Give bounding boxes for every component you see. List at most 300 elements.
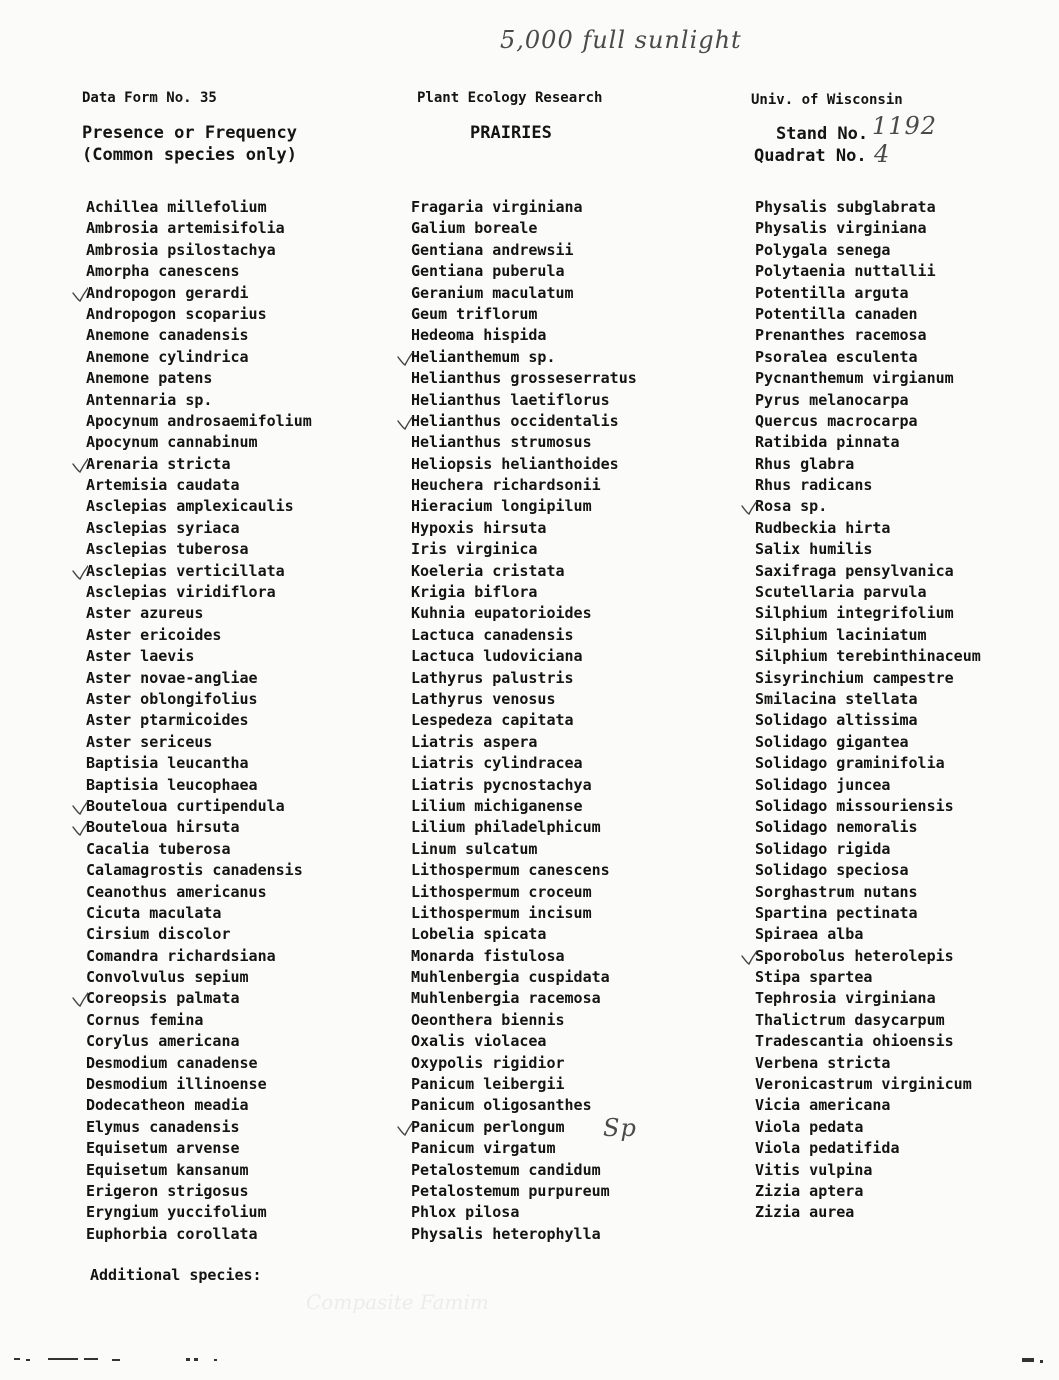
species-name: Geum triflorum	[411, 304, 538, 323]
species-item-quercus-macrocarpa	[755, 411, 981, 432]
species-item-rosa-sp	[755, 496, 981, 517]
species-name: Galium boreale	[411, 219, 538, 238]
species-item-polytaenia-nuttallii	[755, 261, 981, 282]
species-item-viola-pedatifida	[755, 1138, 981, 1159]
species-item-solidago-juncea	[755, 775, 981, 796]
checkmark-icon	[72, 561, 88, 582]
species-item-vitis-vulpina	[755, 1160, 981, 1181]
species-column-1	[86, 197, 312, 1245]
species-name: Silphium integrifolium	[755, 604, 954, 623]
species-item-muhlenbergia-racemosa	[411, 988, 637, 1009]
species-item-saxifraga-pensylvanica	[755, 561, 981, 582]
species-name: Ambrosia artemisifolia	[86, 219, 285, 238]
species-item-asclepias-tuberosa	[86, 539, 312, 560]
checkmark-icon	[72, 454, 88, 475]
species-name: Psoralea esculenta	[755, 347, 918, 366]
species-item-amorpha-canescens	[86, 261, 312, 282]
species-item-lathyrus-venosus	[411, 689, 637, 710]
species-name: Corylus americana	[86, 1032, 240, 1051]
species-item-sisyrinchium-campestre	[755, 668, 981, 689]
species-item-solidago-graminifolia	[755, 753, 981, 774]
species-name: Andropogon scoparius	[86, 304, 267, 323]
species-name: Potentilla arguta	[755, 283, 909, 302]
species-name: Baptisia leucantha	[86, 754, 249, 773]
species-name: Petalostemum purpureum	[411, 1181, 610, 1200]
species-name: Lilium michiganense	[411, 796, 583, 815]
species-name: Kuhnia eupatorioides	[411, 604, 592, 623]
species-item-lactuca-ludoviciana	[411, 646, 637, 667]
species-name: Linum sulcatum	[411, 839, 538, 858]
species-name: Cornus femina	[86, 1010, 204, 1029]
species-name: Tephrosia virginiana	[755, 989, 936, 1008]
species-name: Silphium terebinthinaceum	[755, 647, 981, 666]
species-item-helianthus-strumosus	[411, 432, 637, 453]
faint-handwritten-note: Compasite Famim	[306, 1290, 489, 1314]
species-item-potentilla-arguta	[755, 283, 981, 304]
research-label: Plant Ecology Research	[417, 90, 603, 106]
species-name: Ratibida pinnata	[755, 433, 900, 452]
species-name: Anemone cylindrica	[86, 347, 249, 366]
species-item-calamagrostis-canadensis	[86, 860, 312, 881]
species-item-asclepias-verticillata	[86, 561, 312, 582]
stand-label: Stand No.	[776, 124, 869, 144]
species-name: Panicum oligosanthes	[411, 1096, 592, 1115]
species-name: Oeonthera biennis	[411, 1010, 565, 1029]
species-item-corylus-americana	[86, 1031, 312, 1052]
species-name: Oxypolis rigidior	[411, 1053, 565, 1072]
species-name: Panicum virgatum	[411, 1139, 556, 1158]
species-item-rudbeckia-hirta	[755, 518, 981, 539]
species-item-sporobolus-heterolepis	[755, 946, 981, 967]
species-item-lathyrus-palustris	[411, 668, 637, 689]
checkmark-icon	[397, 411, 413, 432]
species-name: Helianthus grosseserratus	[411, 369, 637, 388]
species-name: Geranium maculatum	[411, 283, 574, 302]
species-item-bouteloua-hirsuta	[86, 817, 312, 838]
checkmark-icon	[741, 946, 757, 967]
species-item-spiraea-alba	[755, 924, 981, 945]
species-name: Muhlenbergia racemosa	[411, 989, 601, 1008]
species-name: Eryngium yuccifolium	[86, 1203, 267, 1222]
species-name: Viola pedata	[755, 1117, 864, 1136]
species-name: Lathyrus venosus	[411, 689, 556, 708]
species-item-solidago-gigantea	[755, 732, 981, 753]
species-name: Aster novae-angliae	[86, 668, 258, 687]
species-name: Vitis vulpina	[755, 1160, 873, 1179]
species-name: Saxifraga pensylvanica	[755, 561, 954, 580]
species-item-liatris-pycnostachya	[411, 775, 637, 796]
species-item-galium-boreale	[411, 218, 637, 239]
species-name: Quercus macrocarpa	[755, 411, 918, 430]
species-item-monarda-fistulosa	[411, 946, 637, 967]
species-item-apocynum-cannabinum	[86, 432, 312, 453]
species-item-potentilla-canaden	[755, 304, 981, 325]
species-name: Equisetum arvense	[86, 1139, 240, 1158]
species-item-smilacina-stellata	[755, 689, 981, 710]
species-item-asclepias-syriaca	[86, 518, 312, 539]
species-name: Desmodium canadense	[86, 1053, 258, 1072]
handwritten-quadrat-number: 4	[874, 140, 891, 168]
species-item-convolvulus-sepium	[86, 967, 312, 988]
species-item-aster-ptarmicoides	[86, 710, 312, 731]
species-item-pycnanthemum-virgianum	[755, 368, 981, 389]
species-item-andropogon-scoparius	[86, 304, 312, 325]
species-item-heuchera-richardsonii	[411, 475, 637, 496]
species-name: Rhus radicans	[755, 476, 873, 495]
species-name: Physalis subglabrata	[755, 198, 936, 216]
species-name: Apocynum cannabinum	[86, 433, 258, 452]
species-name: Asclepias syriaca	[86, 518, 240, 537]
species-item-coreopsis-palmata	[86, 988, 312, 1009]
species-item-verbena-stricta	[755, 1053, 981, 1074]
species-item-hypoxis-hirsuta	[411, 518, 637, 539]
species-name: Gentiana puberula	[411, 262, 565, 281]
species-item-oxypolis-rigidior	[411, 1053, 637, 1074]
species-name: Amorpha canescens	[86, 262, 240, 281]
species-item-stipa-spartea	[755, 967, 981, 988]
species-name: Pyrus melanocarpa	[755, 390, 909, 409]
species-item-lespedeza-capitata	[411, 710, 637, 731]
species-item-helianthus-laetiflorus	[411, 390, 637, 411]
species-name: Asclepias viridiflora	[86, 583, 276, 602]
checkmark-icon	[72, 817, 88, 838]
species-item-aster-oblongifolius	[86, 689, 312, 710]
species-name: Helianthus strumosus	[411, 433, 592, 452]
species-name: Pycnanthemum virgianum	[755, 369, 954, 388]
species-item-rhus-glabra	[755, 454, 981, 475]
species-name: Rhus glabra	[755, 454, 855, 473]
species-name: Arenaria stricta	[86, 454, 231, 473]
species-name: Petalostemum candidum	[411, 1160, 601, 1179]
species-item-geranium-maculatum	[411, 283, 637, 304]
species-name: Physalis heterophylla	[411, 1224, 601, 1243]
species-item-anemone-cylindrica	[86, 347, 312, 368]
species-name: Liatris cylindracea	[411, 754, 583, 773]
species-item-anemone-canadensis	[86, 325, 312, 346]
species-item-hieracium-longipilum	[411, 496, 637, 517]
quadrat-label: Quadrat No.	[754, 146, 867, 166]
page-title: PRAIRIES	[470, 123, 552, 143]
species-name: Baptisia leucophaea	[86, 775, 258, 794]
species-name: Zizia aptera	[755, 1181, 864, 1200]
species-item-asclepias-amplexicaulis	[86, 496, 312, 517]
species-name: Lithospermum canescens	[411, 861, 610, 880]
species-item-physalis-heterophylla	[411, 1224, 637, 1245]
species-name: Solidago graminifolia	[755, 754, 945, 773]
species-name: Solidago speciosa	[755, 861, 909, 880]
species-name: Veronicastrum virginicum	[755, 1075, 972, 1094]
species-name: Cacalia tuberosa	[86, 839, 231, 858]
species-item-bouteloua-curtipendula	[86, 796, 312, 817]
species-item-aster-laevis	[86, 646, 312, 667]
species-item-lilium-michiganense	[411, 796, 637, 817]
species-column-3	[755, 197, 981, 1224]
species-item-cirsium-discolor	[86, 924, 312, 945]
species-name: Iris virginica	[411, 540, 538, 559]
species-name: Polytaenia nuttallii	[755, 262, 936, 281]
species-item-equisetum-kansanum	[86, 1160, 312, 1181]
species-item-tephrosia-virginiana	[755, 988, 981, 1009]
species-name: Lobelia spicata	[411, 925, 547, 944]
species-item-erigeron-strigosus	[86, 1181, 312, 1202]
species-item-dodecatheon-meadia	[86, 1095, 312, 1116]
checkmark-icon	[741, 496, 757, 517]
species-name: Potentilla canaden	[755, 304, 918, 323]
species-item-ambrosia-artemisifolia	[86, 218, 312, 239]
species-item-solidago-speciosa	[755, 860, 981, 881]
species-name: Liatris pycnostachya	[411, 775, 592, 794]
species-item-arenaria-stricta	[86, 454, 312, 475]
species-name: Desmodium illinoense	[86, 1075, 267, 1094]
species-name: Spiraea alba	[755, 925, 864, 944]
species-name: Lithospermum incisum	[411, 903, 592, 922]
species-item-aster-novae-angliae	[86, 668, 312, 689]
species-name: Rosa sp.	[755, 497, 828, 516]
species-name: Solidago nemoralis	[755, 818, 918, 837]
species-name: Sporobolus heterolepis	[755, 946, 954, 965]
species-item-helianthus-grosseserratus	[411, 368, 637, 389]
species-item-petalostemum-purpureum	[411, 1181, 637, 1202]
species-name: Lilium philadelphicum	[411, 818, 601, 837]
species-name: Lespedeza capitata	[411, 711, 574, 730]
species-column-2	[411, 197, 637, 1245]
species-name: Lactuca ludoviciana	[411, 647, 583, 666]
species-name: Viola pedatifida	[755, 1139, 900, 1158]
species-item-helianthemum-sp	[411, 347, 637, 368]
species-item-lilium-philadelphicum	[411, 817, 637, 838]
species-name: Erigeron strigosus	[86, 1181, 249, 1200]
species-item-phlox-pilosa	[411, 1202, 637, 1223]
species-item-rhus-radicans	[755, 475, 981, 496]
species-name: Verbena stricta	[755, 1053, 891, 1072]
species-name: Elymus canadensis	[86, 1117, 240, 1136]
species-item-prenanthes-racemosa	[755, 325, 981, 346]
species-name: Aster laevis	[86, 647, 195, 666]
species-name: Helianthus occidentalis	[411, 411, 619, 430]
species-name: Cicuta maculata	[86, 903, 222, 922]
species-name: Hypoxis hirsuta	[411, 518, 547, 537]
species-name: Andropogon gerardi	[86, 283, 249, 302]
species-name: Fragaria virginiana	[411, 198, 583, 216]
species-item-aster-azureus	[86, 603, 312, 624]
species-name: Phlox pilosa	[411, 1203, 520, 1222]
checkmark-icon	[72, 796, 88, 817]
species-item-liatris-cylindracea	[411, 753, 637, 774]
species-name: Krigia biflora	[411, 583, 538, 602]
species-item-krigia-biflora	[411, 582, 637, 603]
species-name: Bouteloua curtipendula	[86, 796, 285, 815]
species-name: Polygala senega	[755, 240, 891, 259]
species-item-muhlenbergia-cuspidata	[411, 967, 637, 988]
checkmark-icon	[72, 988, 88, 1009]
species-item-lobelia-spicata	[411, 924, 637, 945]
species-name: Equisetum kansanum	[86, 1160, 249, 1179]
species-item-oeonthera-biennis	[411, 1010, 637, 1031]
species-item-anemone-patens	[86, 368, 312, 389]
species-item-gentiana-andrewsii	[411, 240, 637, 261]
species-name: Solidago rigida	[755, 839, 891, 858]
species-item-desmodium-canadense	[86, 1053, 312, 1074]
species-item-silphium-laciniatum	[755, 625, 981, 646]
species-name: Aster azureus	[86, 604, 204, 623]
species-name: Prenanthes racemosa	[755, 326, 927, 345]
checkmark-icon	[397, 1117, 413, 1138]
species-name: Panicum leibergii	[411, 1075, 565, 1094]
species-item-lithospermum-croceum	[411, 882, 637, 903]
presence-line-1: Presence or Frequency	[82, 123, 297, 143]
handwritten-top-note: 5,000 full sunlight	[500, 26, 742, 54]
species-name: Achillea millefolium	[86, 198, 267, 216]
species-name: Asclepias amplexicaulis	[86, 497, 294, 516]
species-item-aster-sericeus	[86, 732, 312, 753]
species-item-scutellaria-parvula	[755, 582, 981, 603]
species-name: Antennaria sp.	[86, 390, 213, 409]
form-number: Data Form No. 35	[82, 90, 217, 106]
species-name: Calamagrostis canadensis	[86, 861, 303, 880]
handwritten-sp-note: Sp	[603, 1114, 637, 1142]
species-name: Hedeoma hispida	[411, 326, 547, 345]
species-name: Convolvulus sepium	[86, 968, 249, 987]
species-name: Solidago juncea	[755, 775, 891, 794]
species-name: Koeleria cristata	[411, 561, 565, 580]
species-name: Asclepias tuberosa	[86, 540, 249, 559]
species-item-artemisia-caudata	[86, 475, 312, 496]
species-item-lithospermum-incisum	[411, 903, 637, 924]
species-name: Vicia americana	[755, 1096, 891, 1115]
species-item-hedeoma-hispida	[411, 325, 637, 346]
handwritten-stand-number: 1192	[872, 112, 938, 140]
species-item-solidago-rigida	[755, 839, 981, 860]
species-item-solidago-altissima	[755, 710, 981, 731]
species-item-koeleria-cristata	[411, 561, 637, 582]
checkmark-icon	[397, 347, 413, 368]
species-item-desmodium-illinoense	[86, 1074, 312, 1095]
species-name: Muhlenbergia cuspidata	[411, 968, 610, 987]
species-item-cacalia-tuberosa	[86, 839, 312, 860]
species-item-ambrosia-psilostachya	[86, 240, 312, 261]
species-name: Heliopsis helianthoides	[411, 454, 619, 473]
additional-species-label: Additional species:	[90, 1266, 262, 1284]
species-item-kuhnia-eupatorioides	[411, 603, 637, 624]
species-name: Comandra richardsiana	[86, 946, 276, 965]
species-name: Aster ptarmicoides	[86, 711, 249, 730]
species-item-gentiana-puberula	[411, 261, 637, 282]
species-name: Artemisia caudata	[86, 476, 240, 495]
species-item-ceanothus-americanus	[86, 882, 312, 903]
species-name: Helianthemum sp.	[411, 347, 556, 366]
species-item-salix-humilis	[755, 539, 981, 560]
species-name: Cirsium discolor	[86, 925, 231, 944]
species-name: Coreopsis palmata	[86, 989, 240, 1008]
species-item-silphium-terebinthinaceum	[755, 646, 981, 667]
species-name: Sorghastrum nutans	[755, 882, 918, 901]
species-name: Salix humilis	[755, 540, 873, 559]
species-name: Heuchera richardsonii	[411, 476, 601, 495]
species-name: Sisyrinchium campestre	[755, 668, 954, 687]
species-item-eryngium-yuccifolium	[86, 1202, 312, 1223]
species-item-silphium-integrifolium	[755, 603, 981, 624]
species-name: Solidago altissima	[755, 711, 918, 730]
species-item-sorghastrum-nutans	[755, 882, 981, 903]
species-name: Monarda fistulosa	[411, 946, 565, 965]
species-item-liatris-aspera	[411, 732, 637, 753]
species-name: Scutellaria parvula	[755, 583, 927, 602]
species-name: Hieracium longipilum	[411, 497, 592, 516]
species-name: Silphium laciniatum	[755, 625, 927, 644]
species-name: Asclepias verticillata	[86, 561, 285, 580]
species-item-polygala-senega	[755, 240, 981, 261]
species-name: Ceanothus americanus	[86, 882, 267, 901]
species-item-physalis-subglabrata	[755, 197, 981, 218]
species-item-fragaria-virginiana	[411, 197, 637, 218]
species-name: Gentiana andrewsii	[411, 240, 574, 259]
species-item-cicuta-maculata	[86, 903, 312, 924]
species-item-linum-sulcatum	[411, 839, 637, 860]
species-name: Oxalis violacea	[411, 1032, 547, 1051]
species-item-helianthus-occidentalis	[411, 411, 637, 432]
species-name: Aster oblongifolius	[86, 689, 258, 708]
species-item-petalostemum-candidum	[411, 1160, 637, 1181]
species-item-equisetum-arvense	[86, 1138, 312, 1159]
species-name: Zizia aurea	[755, 1203, 855, 1222]
species-item-veronicastrum-virginicum	[755, 1074, 981, 1095]
species-item-baptisia-leucophaea	[86, 775, 312, 796]
species-item-zizia-aptera	[755, 1181, 981, 1202]
presence-line-2: (Common species only)	[82, 145, 297, 165]
university-label: Univ. of Wisconsin	[751, 92, 903, 108]
species-name: Apocynum androsaemifolium	[86, 411, 312, 430]
species-name: Physalis virginiana	[755, 219, 927, 238]
species-item-andropogon-gerardi	[86, 283, 312, 304]
species-item-ratibida-pinnata	[755, 432, 981, 453]
species-name: Lactuca canadensis	[411, 625, 574, 644]
species-name: Thalictrum dasycarpum	[755, 1010, 945, 1029]
species-name: Rudbeckia hirta	[755, 518, 891, 537]
species-name: Lathyrus palustris	[411, 668, 574, 687]
species-item-tradescantia-ohioensis	[755, 1031, 981, 1052]
species-item-comandra-richardsiana	[86, 946, 312, 967]
species-name: Anemone patens	[86, 369, 213, 388]
species-name: Panicum perlongum	[411, 1117, 565, 1136]
species-name: Liatris aspera	[411, 732, 538, 751]
species-item-solidago-missouriensis	[755, 796, 981, 817]
species-item-heliopsis-helianthoides	[411, 454, 637, 475]
species-name: Solidago gigantea	[755, 732, 909, 751]
species-name: Tradescantia ohioensis	[755, 1032, 954, 1051]
species-name: Euphorbia corollata	[86, 1224, 258, 1243]
scan-specks	[0, 1352, 1059, 1368]
species-item-vicia-americana	[755, 1095, 981, 1116]
species-item-achillea-millefolium	[86, 197, 312, 218]
species-item-viola-pedata	[755, 1117, 981, 1138]
species-item-thalictrum-dasycarpum	[755, 1010, 981, 1031]
species-item-psoralea-esculenta	[755, 347, 981, 368]
species-item-oxalis-violacea	[411, 1031, 637, 1052]
species-name: Stipa spartea	[755, 968, 873, 987]
species-name: Dodecatheon meadia	[86, 1096, 249, 1115]
species-item-baptisia-leucantha	[86, 753, 312, 774]
species-item-iris-virginica	[411, 539, 637, 560]
checkmark-icon	[72, 283, 88, 304]
species-item-spartina-pectinata	[755, 903, 981, 924]
species-item-apocynum-androsaemifolium	[86, 411, 312, 432]
species-item-solidago-nemoralis	[755, 817, 981, 838]
species-item-antennaria-sp	[86, 390, 312, 411]
species-name: Helianthus laetiflorus	[411, 390, 610, 409]
species-name: Smilacina stellata	[755, 689, 918, 708]
species-item-pyrus-melanocarpa	[755, 390, 981, 411]
species-item-lactuca-canadensis	[411, 625, 637, 646]
